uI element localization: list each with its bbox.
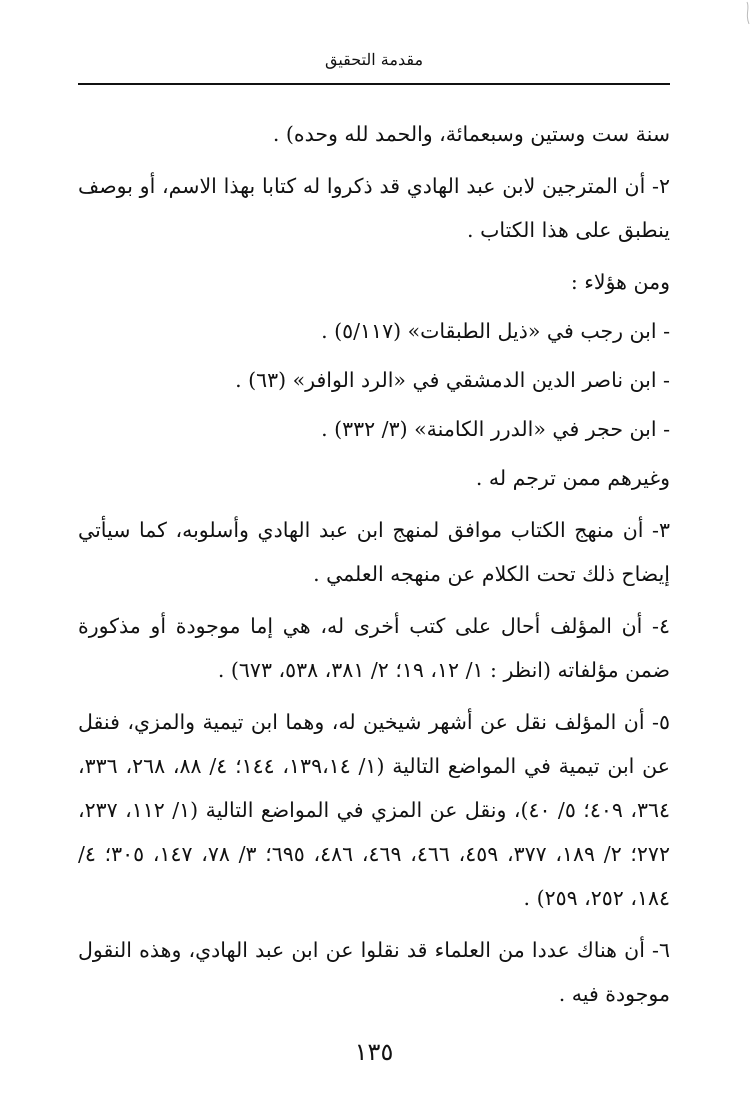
paragraph: ٦- أن هناك عددا من العلماء قد نقلوا عن ابن عبد الهادي، وهذه النقول موجودة فيه . bbox=[78, 938, 670, 1006]
paragraph: ٤- أن المؤلف أحال على كتب أخرى له، هي إما موجودة أو مذكورة ضمن مؤلفاته (انظر : ١/ ١٢، ١٩؛ ٢/ ٣٨١، ٥٣٨، ٦٧٣) . bbox=[78, 614, 670, 682]
paragraph: ٢- أن المترجين لابن عبد الهادي قد ذكروا له كتابا بهذا الاسم، أو بوصف ينطبق على هذا الكتاب . bbox=[78, 174, 670, 242]
running-title: مقدمة التحقيق bbox=[324, 50, 424, 69]
corner-mark-icon bbox=[741, 0, 755, 30]
paragraph: ٥- أن المؤلف نقل عن أشهر شيخين له، وهما ابن تيمية والمزي، فنقل عن ابن تيمية في المواضع التالية (١/ ١٣٩،١٤، ١٤٤؛ ٤/ ٨٨، ٢٦٨، ٣٣٦، ٣٦٤، ٤٠٩؛ ٥/ ٤٠)، ونقل عن المزي في المواضع التالية (١/ ١١٢، ٢٣٧، ٢٧٢؛ ٢/ ١٨٩، ٣٧٧، ٤٥٩، ٤٦٦، ٤٦٩، ٤٨٦، ٦٩٥؛ ٣/ ٧٨، ١٤٧، ٣٠٥؛ ٤/ ١٨٤، ٢٥٢، ٢٥٩) . bbox=[78, 710, 670, 910]
list-item: - ابن حجر في «الدرر الكامنة» (٣/ ٣٣٢) . bbox=[321, 417, 670, 441]
paragraph: سنة ست وستين وسبعمائة، والحمد لله وحده) . bbox=[272, 122, 670, 146]
paragraph: ٣- أن منهج الكتاب موافق لمنهج ابن عبد الهادي وأسلوبه، كما سيأتي إيضاح ذلك تحت الكلام عن منهجه العلمي . bbox=[78, 518, 670, 586]
list-item: - ابن رجب في «ذيل الطبقات» (٥/١١٧) . bbox=[321, 319, 670, 343]
paragraph: وغيرهم ممن ترجم له . bbox=[475, 466, 670, 490]
header-rule bbox=[78, 83, 670, 85]
page-number: ١٣٥ bbox=[354, 1038, 394, 1066]
paragraph: ومن هؤلاء : bbox=[570, 270, 670, 294]
list-item: - ابن ناصر الدين الدمشقي في «الرد الوافر» (٦٣) . bbox=[235, 368, 670, 392]
body-text bbox=[78, 112, 670, 1024]
